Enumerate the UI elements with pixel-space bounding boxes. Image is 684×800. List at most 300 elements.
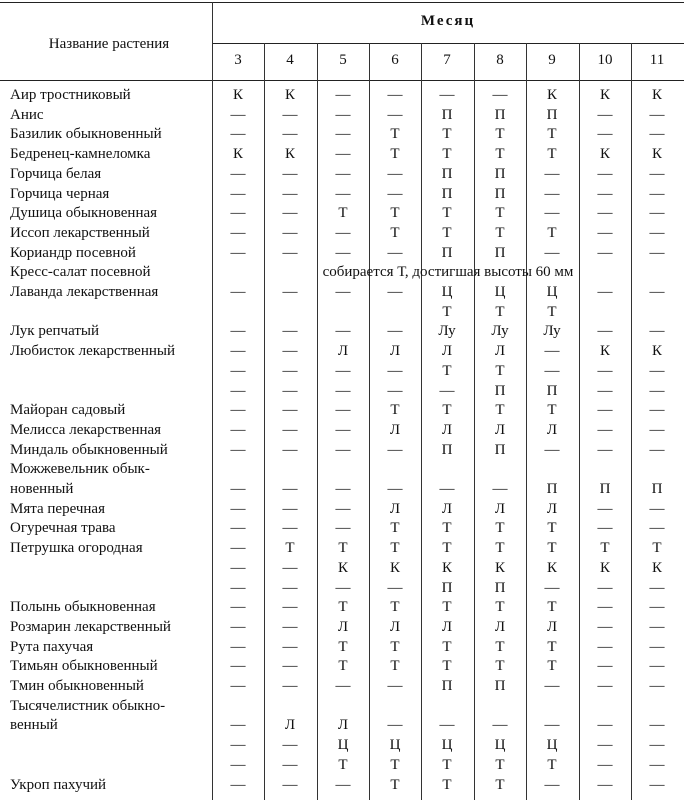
- table-cell: —: [649, 599, 665, 616]
- table-cell: —: [335, 421, 351, 438]
- table-cell: —: [597, 244, 613, 261]
- table-cell: Т: [390, 756, 400, 773]
- table-cell: —: [230, 618, 246, 635]
- table-cell: —: [387, 244, 403, 261]
- table-cell: Т: [390, 402, 400, 419]
- table-cell: П: [441, 244, 453, 261]
- table-cell: —: [230, 638, 246, 655]
- header-month-divider: [212, 43, 684, 44]
- row-note: собирается Т, достигшая высоты 60 мм: [322, 264, 574, 281]
- month-label: 3: [234, 52, 242, 68]
- table-cell: Т: [442, 126, 452, 143]
- table-cell: —: [544, 441, 560, 458]
- table-cell: —: [649, 185, 665, 202]
- table-cell: —: [282, 323, 298, 340]
- table-cell: Т: [338, 205, 348, 222]
- table-cell: —: [597, 599, 613, 616]
- table-cell: —: [282, 244, 298, 261]
- table-cell: К: [599, 343, 610, 360]
- table-cell: —: [282, 678, 298, 694]
- table-cell: —: [439, 481, 455, 497]
- month-label: 11: [649, 52, 665, 68]
- table-cell: Л: [337, 618, 349, 635]
- table-cell: П: [651, 481, 663, 497]
- table-cell: —: [387, 106, 403, 123]
- table-cell: —: [597, 776, 613, 793]
- table-cell: —: [335, 185, 351, 202]
- month-label: 4: [286, 52, 294, 68]
- month-header: Месяц: [420, 13, 476, 29]
- table-cell: —: [230, 540, 246, 557]
- table-cell: П: [494, 579, 506, 596]
- table-cell: —: [649, 618, 665, 635]
- plant-name: Любисток лекарственный: [10, 343, 175, 360]
- table-cell: Т: [495, 146, 505, 163]
- table-cell: Ц: [441, 284, 453, 300]
- month-label: 8: [496, 52, 504, 68]
- table-cell: —: [387, 579, 403, 596]
- plant-name-header: Название растения: [48, 36, 170, 52]
- table-cell: —: [230, 421, 246, 438]
- table-cell: —: [282, 343, 298, 360]
- table-cell: П: [441, 165, 453, 182]
- table-cell: Т: [547, 303, 557, 320]
- table-cell: П: [494, 441, 506, 458]
- table-cell: Т: [390, 224, 400, 241]
- table-cell: Т: [547, 599, 557, 616]
- table-cell: —: [230, 599, 246, 616]
- table-cell: Лу: [543, 323, 561, 340]
- table-cell: —: [597, 441, 613, 458]
- table-cell: Лу: [491, 323, 509, 340]
- table-cell: —: [230, 205, 246, 222]
- table-cell: —: [230, 717, 246, 734]
- table-cell: Т: [442, 362, 452, 379]
- table-cell: П: [546, 382, 558, 399]
- table-cell: Т: [442, 638, 452, 655]
- table-cell: Т: [652, 540, 662, 557]
- table-cell: —: [387, 717, 403, 734]
- table-cell: —: [649, 106, 665, 123]
- table-cell: Т: [547, 224, 557, 241]
- table-cell: Т: [442, 224, 452, 241]
- table-cell: —: [649, 402, 665, 419]
- table-cell: —: [649, 323, 665, 340]
- table-cell: Т: [495, 303, 505, 320]
- table-cell: —: [387, 165, 403, 182]
- table-cell: К: [546, 87, 557, 103]
- table-cell: —: [649, 421, 665, 438]
- table-cell: Т: [442, 520, 452, 537]
- table-cell: —: [439, 717, 455, 734]
- table-cell: —: [282, 559, 298, 576]
- table-cell: —: [230, 559, 246, 576]
- table-cell: —: [597, 165, 613, 182]
- table-cell: —: [335, 323, 351, 340]
- month-label: 7: [443, 52, 451, 68]
- plant-name: Майоран садовый: [10, 402, 126, 419]
- table-cell: Л: [546, 500, 558, 517]
- table-cell: К: [651, 87, 662, 103]
- plant-name: Рута пахучая: [10, 638, 94, 655]
- table-cell: —: [649, 776, 665, 793]
- table-cell: К: [494, 559, 505, 576]
- table-cell: —: [597, 717, 613, 734]
- table-cell: Т: [390, 599, 400, 616]
- plant-name: Розмарин лекарственный: [10, 618, 171, 635]
- table-cell: —: [335, 441, 351, 458]
- table-cell: —: [597, 678, 613, 694]
- plant-name: новенный: [10, 481, 74, 497]
- table-cell: —: [230, 362, 246, 379]
- table-cell: —: [649, 717, 665, 734]
- table-cell: —: [597, 402, 613, 419]
- plant-name: Базилик обыкновенный: [10, 126, 162, 143]
- table-cell: —: [335, 481, 351, 497]
- table-cell: —: [230, 106, 246, 123]
- table-cell: К: [284, 146, 295, 163]
- table-cell: —: [439, 382, 455, 399]
- table-cell: Т: [547, 126, 557, 143]
- table-cell: Т: [442, 599, 452, 616]
- table-cell: —: [282, 224, 298, 241]
- table-cell: —: [230, 678, 246, 694]
- table-cell: Т: [390, 205, 400, 222]
- table-cell: —: [649, 126, 665, 143]
- table-cell: —: [335, 146, 351, 163]
- table-cell: Т: [442, 658, 452, 675]
- table-cell: Т: [495, 224, 505, 241]
- table-cell: Т: [390, 638, 400, 655]
- table-cell: Т: [495, 362, 505, 379]
- plant-name: Полынь обыкновенная: [10, 599, 156, 616]
- table-cell: —: [335, 776, 351, 793]
- table-cell: —: [387, 678, 403, 694]
- table-cell: Л: [389, 343, 401, 360]
- table-cell: Т: [547, 402, 557, 419]
- table-cell: К: [389, 559, 400, 576]
- table-cell: Л: [494, 618, 506, 635]
- table-cell: Ц: [441, 737, 453, 754]
- table-cell: П: [494, 382, 506, 399]
- table-cell: Т: [600, 540, 610, 557]
- table-cell: Ц: [546, 737, 558, 754]
- table-cell: Т: [547, 756, 557, 773]
- table-cell: —: [544, 717, 560, 734]
- table-cell: —: [335, 362, 351, 379]
- table-cell: —: [335, 500, 351, 517]
- table-cell: П: [441, 579, 453, 596]
- table-cell: —: [335, 165, 351, 182]
- table-cell: —: [649, 500, 665, 517]
- table-cell: Т: [338, 756, 348, 773]
- plant-name: Мелисса лекарственная: [10, 421, 162, 438]
- table-cell: —: [230, 756, 246, 773]
- table-cell: —: [649, 284, 665, 300]
- plant-name: Душица обыкновенная: [10, 205, 158, 222]
- table-cell: —: [597, 638, 613, 655]
- table-cell: —: [230, 382, 246, 399]
- table-cell: —: [649, 382, 665, 399]
- plant-name: Мята перечная: [10, 500, 105, 517]
- table-cell: —: [282, 638, 298, 655]
- table-cell: Т: [495, 520, 505, 537]
- table-cell: —: [335, 579, 351, 596]
- table-cell: —: [230, 441, 246, 458]
- table-cell: П: [546, 481, 558, 497]
- table-cell: —: [230, 323, 246, 340]
- table-cell: Т: [442, 540, 452, 557]
- table-cell: —: [597, 126, 613, 143]
- table-cell: —: [649, 224, 665, 241]
- table-cell: —: [387, 284, 403, 300]
- table-cell: —: [230, 500, 246, 517]
- table-cell: Т: [442, 146, 452, 163]
- table-cell: Л: [494, 421, 506, 438]
- table-cell: К: [337, 559, 348, 576]
- table-cell: —: [597, 205, 613, 222]
- table-cell: П: [494, 165, 506, 182]
- table-cell: Л: [337, 343, 349, 360]
- table-cell: —: [335, 678, 351, 694]
- table-cell: Л: [389, 500, 401, 517]
- table-cell: Т: [390, 126, 400, 143]
- header-bottom-border: [0, 80, 684, 81]
- table-cell: Л: [441, 343, 453, 360]
- table-cell: —: [387, 323, 403, 340]
- table-cell: —: [597, 224, 613, 241]
- table-cell: —: [282, 599, 298, 616]
- table-cell: —: [597, 106, 613, 123]
- table-cell: К: [599, 146, 610, 163]
- table-cell: Т: [547, 146, 557, 163]
- table-cell: —: [335, 106, 351, 123]
- table-cell: —: [230, 284, 246, 300]
- table-cell: Т: [547, 540, 557, 557]
- plant-name: Тмин обыкновенный: [10, 678, 144, 694]
- table-cell: Т: [495, 402, 505, 419]
- table-cell: Л: [546, 618, 558, 635]
- table-cell: —: [387, 185, 403, 202]
- table-cell: К: [651, 343, 662, 360]
- table-cell: Т: [442, 205, 452, 222]
- plant-name: Горчица белая: [10, 165, 102, 182]
- table-cell: Т: [547, 520, 557, 537]
- table-cell: —: [282, 165, 298, 182]
- table-cell: Л: [284, 717, 296, 734]
- table-cell: Т: [390, 658, 400, 675]
- table-cell: —: [649, 658, 665, 675]
- table-cell: К: [284, 87, 295, 103]
- table-cell: —: [335, 520, 351, 537]
- table-cell: —: [282, 481, 298, 497]
- table-cell: —: [282, 106, 298, 123]
- table-cell: —: [282, 520, 298, 537]
- table-cell: —: [282, 382, 298, 399]
- table-cell: —: [282, 737, 298, 754]
- table-cell: П: [441, 106, 453, 123]
- table-cell: Т: [338, 658, 348, 675]
- table-cell: —: [387, 481, 403, 497]
- table-cell: Ц: [546, 284, 558, 300]
- table-cell: —: [230, 520, 246, 537]
- table-cell: —: [282, 421, 298, 438]
- table-cell: —: [597, 520, 613, 537]
- table-cell: —: [544, 678, 560, 694]
- table-cell: К: [232, 87, 243, 103]
- table-cell: —: [282, 126, 298, 143]
- table-cell: —: [230, 737, 246, 754]
- table-cell: Л: [389, 618, 401, 635]
- plant-name: Иссоп лекарственный: [10, 224, 150, 241]
- table-top-border: [0, 2, 684, 3]
- table-cell: П: [494, 185, 506, 202]
- table-cell: Т: [285, 540, 295, 557]
- table-cell: Т: [495, 205, 505, 222]
- table-cell: —: [230, 165, 246, 182]
- table-cell: —: [597, 421, 613, 438]
- table-cell: —: [230, 126, 246, 143]
- table-cell: —: [544, 165, 560, 182]
- table-cell: —: [282, 362, 298, 379]
- plant-name: Можжевельник обык-: [10, 461, 150, 478]
- table-cell: Т: [495, 638, 505, 655]
- plant-name: Лук репчатый: [10, 323, 99, 340]
- table-cell: —: [230, 185, 246, 202]
- table-cell: —: [544, 244, 560, 261]
- table-cell: Л: [441, 500, 453, 517]
- table-cell: Т: [547, 638, 557, 655]
- table-cell: —: [649, 205, 665, 222]
- table-cell: —: [544, 776, 560, 793]
- plant-name: Горчица черная: [10, 185, 110, 202]
- plant-name: Миндаль обыкновенный: [10, 441, 168, 458]
- table-cell: Ц: [337, 737, 349, 754]
- table-cell: П: [494, 678, 506, 694]
- table-cell: —: [597, 500, 613, 517]
- table-cell: —: [649, 678, 665, 694]
- table-cell: П: [441, 441, 453, 458]
- table-cell: Т: [390, 540, 400, 557]
- table-cell: —: [597, 737, 613, 754]
- month-label: 6: [391, 52, 399, 68]
- table-cell: —: [649, 756, 665, 773]
- table-cell: П: [599, 481, 611, 497]
- table-cell: —: [335, 87, 351, 103]
- table-cell: П: [441, 678, 453, 694]
- table-cell: —: [492, 717, 508, 734]
- plant-name: Аир тростниковый: [10, 87, 131, 103]
- table-cell: Т: [495, 658, 505, 675]
- table-cell: —: [597, 579, 613, 596]
- table-cell: —: [597, 323, 613, 340]
- table-cell: Т: [495, 126, 505, 143]
- table-cell: —: [649, 165, 665, 182]
- table-cell: —: [230, 658, 246, 675]
- table-cell: —: [335, 382, 351, 399]
- table-cell: К: [599, 559, 610, 576]
- table-cell: —: [335, 402, 351, 419]
- table-cell: Л: [441, 618, 453, 635]
- table-cell: —: [387, 87, 403, 103]
- table-cell: —: [597, 185, 613, 202]
- table-cell: Л: [389, 421, 401, 438]
- table-cell: —: [649, 737, 665, 754]
- table-cell: К: [232, 146, 243, 163]
- plant-name: венный: [10, 717, 58, 734]
- plant-name: Тысячелистник обыкно-: [10, 697, 166, 714]
- table-cell: Т: [390, 776, 400, 793]
- plant-name: Укроп пахучий: [10, 776, 107, 793]
- table-cell: —: [230, 481, 246, 497]
- table-cell: Лу: [438, 323, 456, 340]
- table-cell: —: [282, 776, 298, 793]
- table-cell: Л: [494, 343, 506, 360]
- table-cell: —: [387, 382, 403, 399]
- table-cell: —: [544, 343, 560, 360]
- table-cell: —: [597, 382, 613, 399]
- table-cell: —: [282, 756, 298, 773]
- table-cell: —: [492, 87, 508, 103]
- table-cell: —: [649, 362, 665, 379]
- table-cell: —: [282, 579, 298, 596]
- table-cell: Т: [495, 599, 505, 616]
- table-cell: Ц: [389, 737, 401, 754]
- table-cell: —: [282, 205, 298, 222]
- plant-name: Кориандр посевной: [10, 244, 136, 261]
- table-cell: —: [597, 658, 613, 675]
- table-cell: —: [387, 441, 403, 458]
- table-cell: П: [494, 244, 506, 261]
- table-cell: —: [335, 244, 351, 261]
- month-label: 10: [597, 52, 613, 68]
- table-cell: Л: [337, 717, 349, 734]
- table-cell: Т: [547, 658, 557, 675]
- table-cell: —: [282, 402, 298, 419]
- table-cell: К: [599, 87, 610, 103]
- table-cell: —: [335, 284, 351, 300]
- month-label: 9: [548, 52, 556, 68]
- plant-name: Анис: [10, 106, 44, 123]
- table-cell: Т: [338, 599, 348, 616]
- table-cell: —: [649, 441, 665, 458]
- table-cell: —: [282, 284, 298, 300]
- table-cell: К: [651, 559, 662, 576]
- table-cell: П: [546, 106, 558, 123]
- table-cell: —: [544, 185, 560, 202]
- table-cell: —: [230, 343, 246, 360]
- table-cell: —: [335, 126, 351, 143]
- table-cell: Л: [441, 421, 453, 438]
- table-cell: —: [282, 500, 298, 517]
- table-cell: —: [597, 362, 613, 379]
- table-cell: —: [492, 481, 508, 497]
- table-cell: —: [387, 362, 403, 379]
- table-cell: Т: [442, 303, 452, 320]
- table-cell: —: [649, 520, 665, 537]
- table-cell: Л: [494, 500, 506, 517]
- table-cell: —: [282, 618, 298, 635]
- table-cell: —: [230, 402, 246, 419]
- table-cell: Ц: [494, 737, 506, 754]
- table-cell: П: [441, 185, 453, 202]
- plant-name: Бедренец-камнеломка: [10, 146, 151, 163]
- table-cell: Т: [390, 520, 400, 537]
- table-cell: —: [230, 579, 246, 596]
- table-cell: К: [441, 559, 452, 576]
- table-cell: Ц: [494, 284, 506, 300]
- table-cell: Т: [390, 146, 400, 163]
